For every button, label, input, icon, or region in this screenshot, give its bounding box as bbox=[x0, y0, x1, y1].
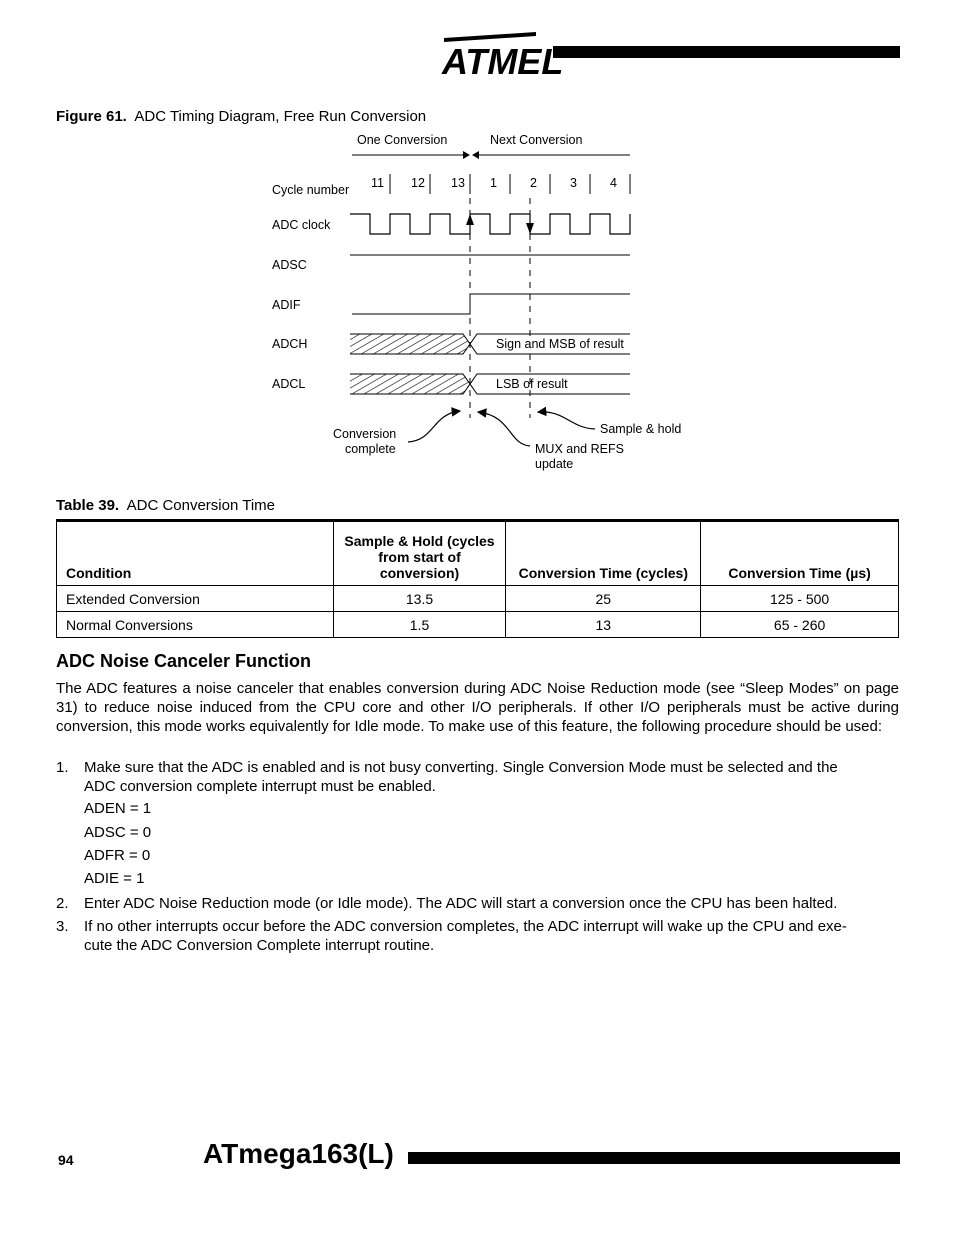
next-conversion-label: Next Conversion bbox=[490, 133, 583, 147]
adif-waveform bbox=[352, 294, 630, 314]
cycle-number: 1 bbox=[490, 176, 497, 190]
sample-hold-arrow bbox=[538, 412, 595, 429]
sample-hold-label: Sample & hold bbox=[600, 422, 682, 436]
figure-caption bbox=[56, 108, 426, 125]
code-line: ADIE = 1 bbox=[84, 870, 145, 887]
table-caption bbox=[56, 497, 275, 514]
table-cell: 125 - 500 bbox=[701, 586, 899, 612]
cycle-number: 12 bbox=[411, 176, 425, 190]
list-item-number: 3. bbox=[56, 918, 69, 935]
adcl-waveform bbox=[350, 374, 630, 394]
table-header-cell: Conversion Time (cycles) bbox=[506, 521, 701, 586]
signal-label-cycle: Cycle number bbox=[272, 183, 350, 197]
table-cell: 13.5 bbox=[333, 586, 506, 612]
list-item-text: Enter ADC Noise Reduction mode (or Idle mode). The ADC will start a conversion once the CPU has been halted. bbox=[84, 895, 838, 912]
table-header-cell: Condition bbox=[57, 521, 334, 586]
conversion-complete-arrow bbox=[408, 411, 460, 442]
section-title: ADC Noise Canceler Function bbox=[56, 651, 312, 671]
header-rule bbox=[553, 46, 900, 58]
table-label: Table 39. bbox=[56, 497, 120, 514]
list-item-number: 2. bbox=[56, 895, 69, 912]
adch-waveform bbox=[350, 334, 630, 354]
cycle-numbers bbox=[371, 174, 630, 194]
list-item bbox=[56, 758, 899, 796]
adc-clock-waveform bbox=[350, 214, 630, 234]
adch-text: Sign and MSB of result bbox=[496, 337, 624, 351]
list-item-number: 1. bbox=[56, 759, 69, 776]
code-line: ADFR = 0 bbox=[84, 847, 151, 864]
adcl-text: LSB of result bbox=[496, 377, 568, 391]
cycle-number: 3 bbox=[570, 176, 577, 190]
table-row bbox=[57, 586, 899, 612]
one-conversion-label: One Conversion bbox=[357, 133, 448, 147]
signal-label-adif: ADIF bbox=[272, 298, 301, 312]
table-header-row bbox=[57, 521, 899, 586]
mux-refs-label: MUX and REFS bbox=[535, 442, 624, 456]
signal-label-adch: ADCH bbox=[272, 337, 308, 351]
figure-label: Figure 61. bbox=[56, 108, 127, 125]
table-cell: 13 bbox=[506, 612, 701, 638]
atmel-logo bbox=[438, 28, 564, 82]
signal-label-adsc: ADSC bbox=[272, 258, 307, 272]
table-header-cell: Conversion Time (µs) bbox=[701, 521, 899, 586]
document-title: ATmega163(L) bbox=[203, 1138, 394, 1169]
page-number: 94 bbox=[58, 1152, 74, 1168]
signal-label-adc-clock: ADC clock bbox=[272, 218, 331, 232]
table-cell: 1.5 bbox=[333, 612, 506, 638]
list-item bbox=[56, 894, 899, 913]
mux-refs-label: update bbox=[535, 457, 574, 471]
list-item bbox=[56, 917, 899, 955]
list-item-text: Make sure that the ADC is enabled and is not busy converting. Single Conversion Mode must be selected and the bbox=[84, 759, 838, 776]
code-line: ADEN = 1 bbox=[84, 800, 152, 817]
table-title: ADC Conversion Time bbox=[126, 497, 275, 514]
conversion-complete-label: Conversion bbox=[333, 427, 397, 441]
figure-title: ADC Timing Diagram, Free Run Conversion bbox=[134, 108, 427, 125]
list-item-text: cute the ADC Conversion Complete interrupt routine. bbox=[84, 937, 435, 954]
footer-rule bbox=[408, 1152, 900, 1164]
code-line: ADSC = 0 bbox=[84, 824, 152, 841]
table-cell: 25 bbox=[506, 586, 701, 612]
list-item-text: ADC conversion complete interrupt must be enabled. bbox=[84, 778, 436, 795]
adc-timing-diagram bbox=[260, 128, 700, 478]
table-cell: 65 - 260 bbox=[701, 612, 899, 638]
cycle-number: 2 bbox=[530, 176, 537, 190]
mux-refs-arrow bbox=[478, 412, 530, 446]
list-item-text: If no other interrupts occur before the ADC conversion completes, the ADC interrupt will wake up the CPU and exe- bbox=[84, 918, 847, 935]
cycle-number: 4 bbox=[610, 176, 617, 190]
table-row bbox=[57, 612, 899, 638]
section-paragraph: The ADC features a noise canceler that enables conversion during ADC Noise Reduction mode (see “Sleep Modes” on page 31) to reduce noise induced from the CPU core and other I/O peripherals. If other I/O peripherals must be active during conversion, this mode works equivalently for Idle mode. To make use of this feature, the following procedure should be used: bbox=[56, 680, 899, 735]
cycle-number: 11 bbox=[371, 176, 384, 190]
cycle-number: 13 bbox=[451, 176, 465, 190]
table-header-cell: Sample & Hold (cycles from start of conversion) bbox=[333, 521, 506, 586]
table-cell: Normal Conversions bbox=[57, 612, 334, 638]
adc-conversion-time-table bbox=[56, 519, 899, 638]
conversion-complete-label: complete bbox=[345, 442, 396, 456]
table-cell: Extended Conversion bbox=[57, 586, 334, 612]
signal-label-adcl: ADCL bbox=[272, 377, 306, 391]
svg-text:ATMEL: ATMEL bbox=[442, 41, 564, 82]
